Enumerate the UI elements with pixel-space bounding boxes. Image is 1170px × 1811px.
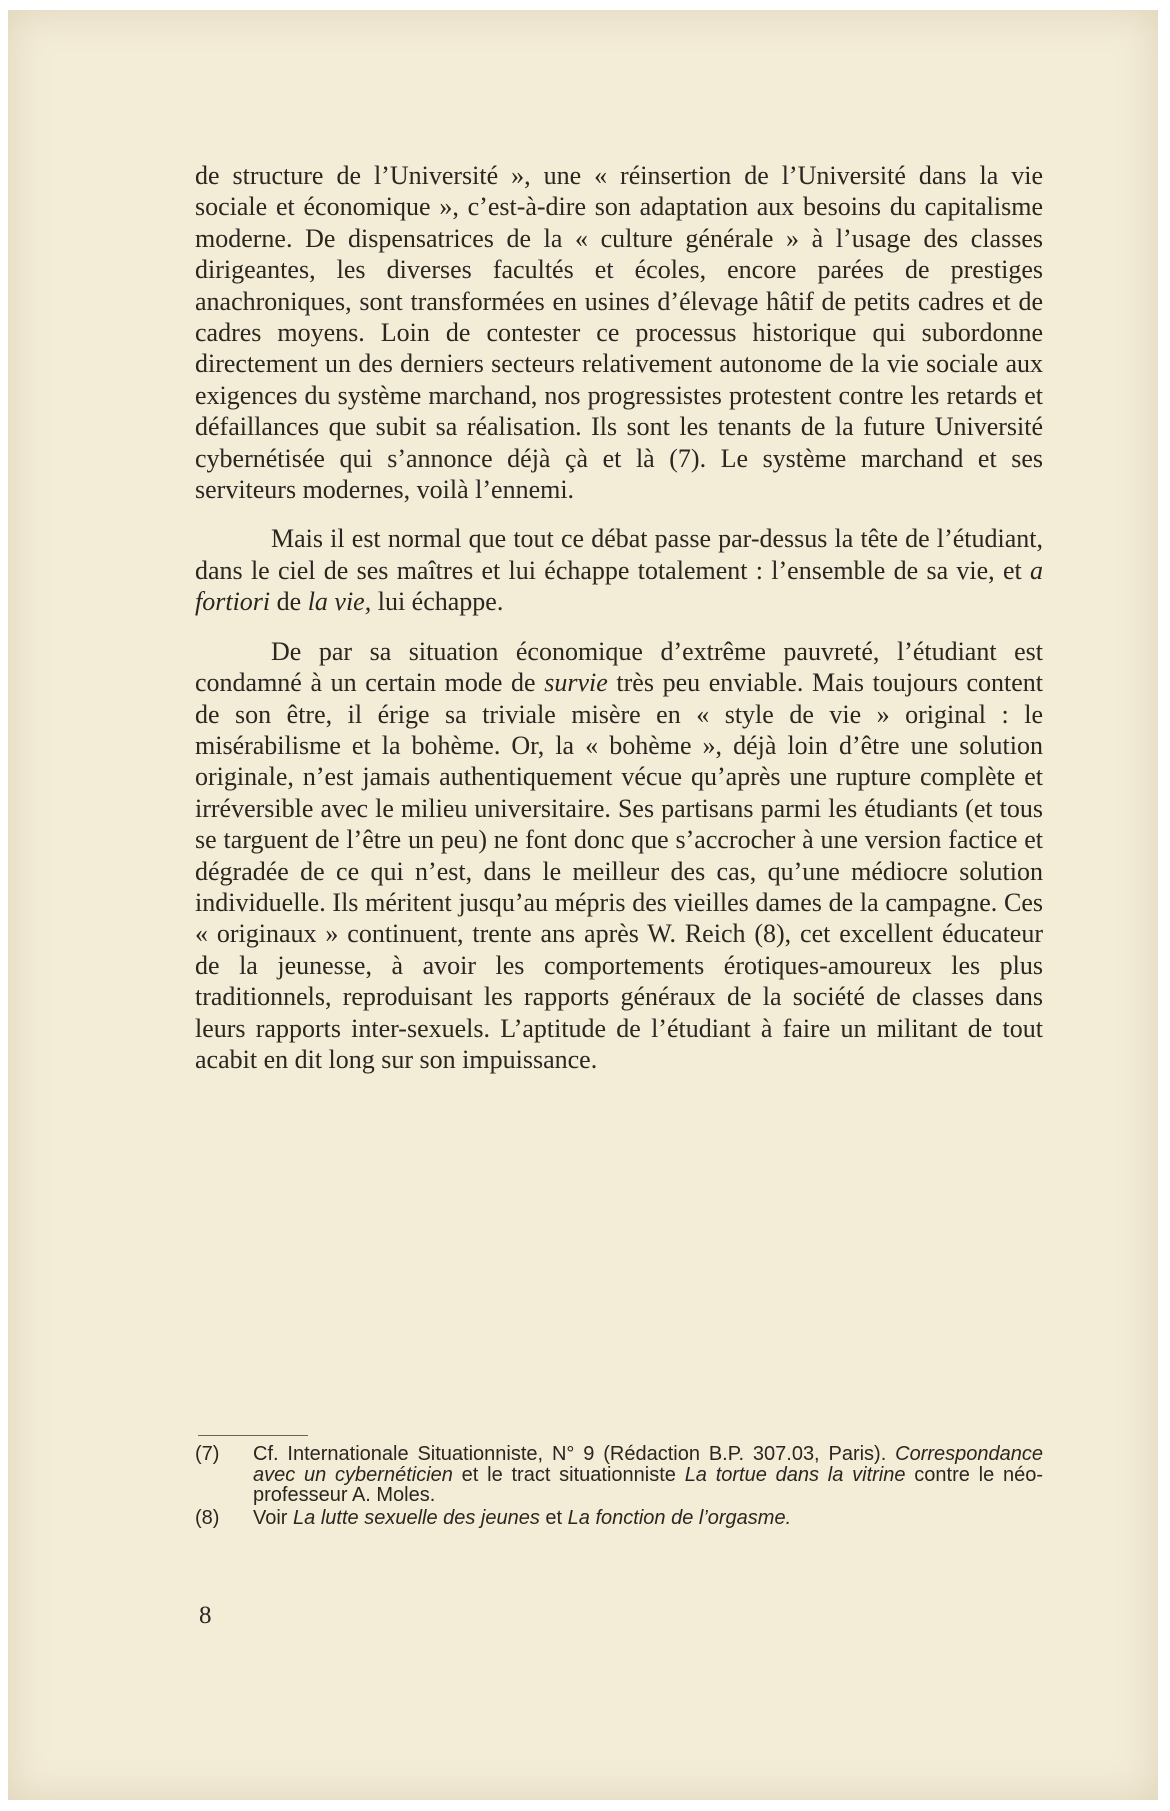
main-text bbox=[195, 160, 1043, 1075]
paragraph-2-text-a: Mais il est normal que tout ce débat passe par-dessus la tête de l’étudiant, dans le ciel de ses maîtres et lui échappe totalement : l’ensemble de sa vie, et bbox=[195, 524, 1043, 585]
footnote-8-title-a: La lutte sexuelle des jeunes bbox=[293, 1506, 540, 1529]
footnote-7-text-c: contre le néo-professeur A. Moles. bbox=[253, 1463, 1044, 1506]
footnote-7-title-b: La tortue dans la vitrine bbox=[684, 1463, 906, 1486]
footnotes bbox=[195, 1444, 1043, 1528]
paragraph-3-text-b: très peu enviable. Mais toujours content de son être, il érige sa triviale misère en « style de vie » original : le misérabilisme et la bohème. Or, la « bohème », déjà loin d’être une solution originale, n’est jamais authentiquement vécue qu’après une rupture complète et irréversible avec le milieu universitaire. Ses partisans parmi les étudiants (et tous se targuent de l’être un peu) ne font donc que s’accrocher à une version factice et dégradée de ce qui n’est, dans le meilleur des cas, qu’une médiocre solution individuelle. Ils méritent jusqu’au mépris des vieilles dames de la campagne. Ces « originaux » continuent, trente ans après W. Reich (8), cet excellent éducateur de la jeunesse, à avoir les comportements érotiques-amoureux les plus traditionnels, reproduisant les rapports généraux de la société de classes dans leurs rapports inter-sexuels. L’aptitude de l’étudiant à faire un militant de tout acabit en dit long sur son impuissance. bbox=[195, 668, 1043, 1074]
footnote-8-title-b: La fonction de l’orgasme. bbox=[567, 1506, 792, 1529]
footnote-7-number: (7) bbox=[195, 1443, 220, 1465]
paragraph-2-text-c: lui échappe. bbox=[371, 587, 504, 617]
footnote-7-text-b: et le tract situationniste bbox=[452, 1463, 685, 1486]
footnote-7-title-a: Correspondance avec un cybernéticien bbox=[253, 1443, 1043, 1486]
paragraph-1 bbox=[195, 160, 1043, 505]
page-number: 8 bbox=[199, 1602, 212, 1629]
paragraph-2 bbox=[195, 523, 1043, 617]
book-page bbox=[8, 10, 1158, 1800]
paragraph-2-italic-b: la vie, bbox=[307, 587, 372, 617]
footnote-7-text bbox=[253, 1444, 1043, 1506]
footnote-8-text bbox=[253, 1508, 1043, 1529]
footnote-8 bbox=[195, 1508, 1043, 1529]
paragraph-3 bbox=[195, 636, 1043, 1076]
paragraph-2-text-b: de bbox=[270, 587, 308, 617]
paragraph-3-text-a: De par sa situation économique d’extrême pauvreté, l’étudiant est condamné à un certain mode de bbox=[195, 636, 1043, 698]
paragraph-3-italic: survie bbox=[544, 668, 608, 698]
paragraph-2-italic-a: a fortiori bbox=[195, 555, 1043, 617]
footnote-7-text-a: Cf. Internationale Situationniste, N° 9 (Rédaction B.P. 307.03, Paris). bbox=[253, 1443, 896, 1465]
footnote-8-text-b: et bbox=[539, 1506, 568, 1529]
footnote-divider bbox=[198, 1435, 308, 1436]
footnote-8-number: (8) bbox=[195, 1506, 220, 1529]
paragraph-1-text: de structure de l’Université », une « réinsertion de l’Université dans la vie sociale et économique », c’est-à-dire son adaptation aux besoins du capitalisme moderne. De dispensatrices de la « culture générale » à l’usage des classes dirigeantes, les diverses facultés et écoles, encore parées de prestiges anachroniques, sont transformées en usines d’élevage hâtif de petits cadres et de cadres moyens. Loin de contester ce processus historique qui subordonne directement un des derniers secteurs relativement autonome de la vie sociale aux exigences du système marchand, nos progressistes protestent contre les retards et défaillances que subit sa réalisation. Ils sont les tenants de la future Université cybernétisée qui s’annonce déjà çà et là (7). Le système marchand et ses serviteurs modernes, voilà l’ennemi. bbox=[195, 161, 1043, 505]
footnote-7 bbox=[195, 1444, 1043, 1506]
footnote-8-text-a: Voir bbox=[253, 1506, 294, 1529]
